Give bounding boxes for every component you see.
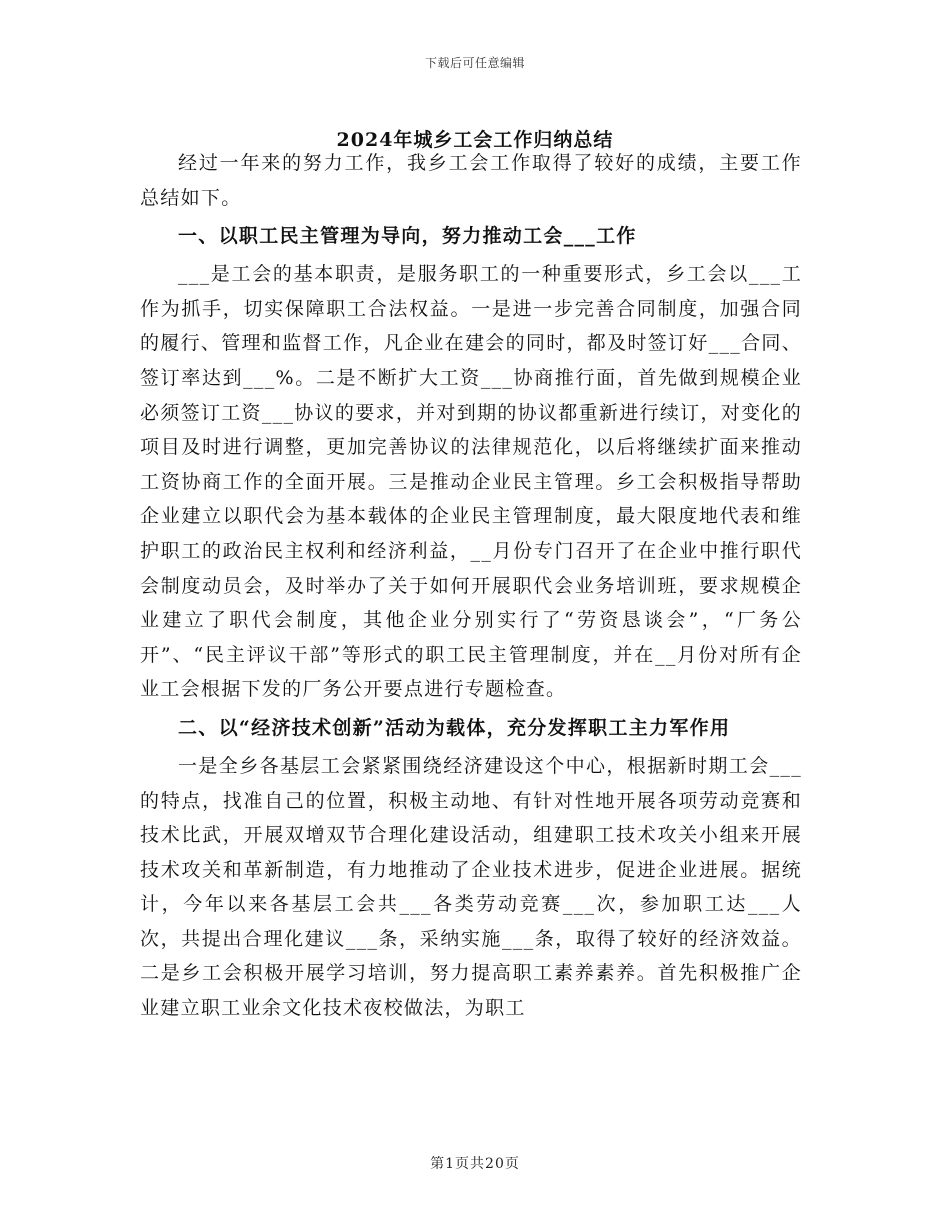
- section-2-heading: 二、以“经济技术创新”活动为载体，充分发挥职工主力军作用: [178, 716, 731, 739]
- section-1-paragraph: ___是工会的基本职责，是服务职工的一种重要形式，乡工会以___工作为抓手，切实保障职工合法权益。一是进一步完善合同制度，加强合同的履行、管理和监督工作，凡企业在建会的同时，都及时签订好___合同、签订率达到___%。二是不断扩大工资___协商推行面，首先做到规模企业必须签订工资___协议的要求，并对到期的协议都重新进行续订，对变化的项目及时进行调整，更加完善协议的法律规范化，以后将继续扩面来推动工资协商工作的全面开展。三是推动企业民主管理。乡工会积极指导帮助企业建立以职代会为基本载体的企业民主管理制度，最大限度地代表和维护职工的政治民主权利和经济利益，__月份专门召开了在企业中推行职代会制度动员会，及时举办了关于如何开展职代会业务培训班，要求规模企业建立了职代会制度，其他企业分别实行了“劳资恳谈会”，“厂务公开”、“民主评议干部”等形式的职工民主管理制度，并在__月份对所有企业工会根据下发的厂务公开要点进行专题检查。: [140, 263, 802, 701]
- document-title: 2024年城乡工会工作归纳总结: [336, 128, 614, 151]
- document-body: [140, 146, 802, 1026]
- section-1-heading: 一、以职工民主管理为导向，努力推动工会___工作: [178, 225, 637, 248]
- page-number-footer: 第1页共20页: [430, 1156, 520, 1172]
- page-header-note: 下载后可任意编辑: [424, 56, 525, 70]
- intro-paragraph: 经过一年来的努力工作，我乡工会工作取得了较好的成绩，主要工作总结如下。: [140, 152, 802, 209]
- section-2-paragraph: 一是全乡各基层工会紧紧围绕经济建设这个中心，根据新时期工会___的特点，找准自己的位置，积极主动地、有针对性地开展各项劳动竞赛和技术比武，开展双增双节合理化建设活动，组建职工技术攻关小组来开展技术攻关和革新制造，有力地推动了企业技术进步，促进企业进展。据统计，今年以来各基层工会共___各类劳动竞赛___次，参加职工达___人次，共提出合理化建议___条，采纳实施___条，取得了较好的经济效益。二是乡工会积极开展学习培训，努力提高职工素养素养。首先积极推广企业建立职工业余文化技术夜校做法，为职工: [140, 754, 802, 1020]
